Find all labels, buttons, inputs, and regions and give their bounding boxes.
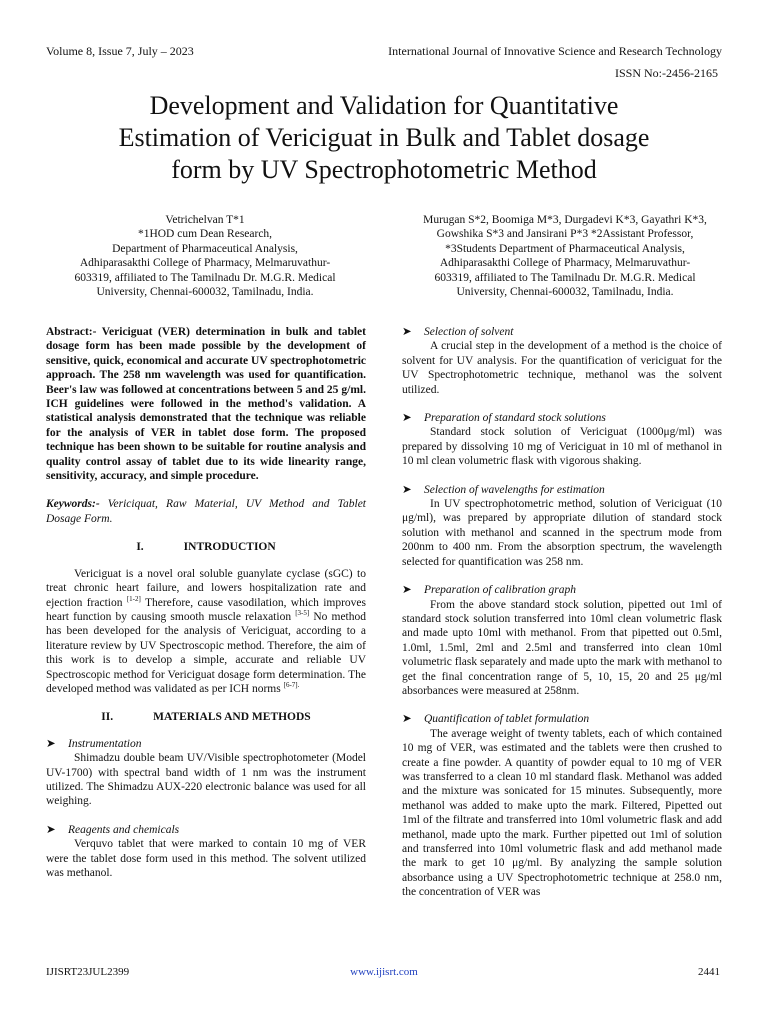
subsection-heading [402,712,722,726]
keywords-text: Vericiquat, Raw Material, UV Method and Tablet Dosage Form. [46,498,366,525]
journal-website-link[interactable]: www.ijisrt.com [350,966,418,978]
subsection-title: Preparation of calibration graph [424,584,576,597]
citation: [6-7]. [283,681,300,690]
bullet-arrow-icon: ➤ [402,713,412,726]
intro-text: Vericiguat is a novel oral soluble guanylate cyclase (sGC) to treat chronic heart failure, and lowers hospitalization rate and ejection fraction [46,567,366,609]
subsection-title: Quantification of tablet formulation [424,713,590,726]
author-affiliation: *1HOD cum Dean Research, [137,228,273,241]
bullet-arrow-icon: ➤ [46,823,56,836]
volume-info: Volume 8, Issue 7, July – 2023 [46,44,194,58]
right-column [402,325,722,900]
subsection-heading [402,411,722,425]
section-number: II. [101,711,114,724]
paragraph: In UV spectrophotometric method, solution of Vericiguat (10 μg/ml), was prepared by appropriate dilution of standard stock solution with methanol and scanned in the spectrum mode from 200nm to 400 nm. From the absorption spectrum, the wavelength selected for quantification was 258 nm. [402,498,722,568]
author-affiliation: Adhiparasakthi College of Pharmacy, Melmaruvathur- [439,257,691,270]
subsection-title: Instrumentation [68,737,142,750]
authors-left [46,213,364,299]
author-affiliation: University, Chennai-600032, Tamilnadu, India. [96,286,314,299]
title-line: Estimation of Vericiguat in Bulk and Tablet dosage [118,123,650,152]
author-affiliation: 603319, affiliated to The Tamilnadu Dr. M.G.R. Medical [74,271,336,284]
issn: ISSN No:-2456-2165 [614,66,718,80]
bullet-arrow-icon: ➤ [402,584,412,597]
intro-paragraph [46,567,366,697]
subsection-heading [402,325,722,339]
subsection-title: Selection of solvent [424,326,514,338]
intro-text: Therefore, cause vasodilation, which improves heart function by causing smooth muscle relaxation [46,596,367,623]
citation: [3-5] [295,609,310,618]
subsection [402,411,722,469]
subsection-title: Selection of wavelengths for estimation [424,483,605,496]
paragraph: From the above standard stock solution, pipetted out 1ml of standard stock solution transferred into 10ml clean volumetric flask and made upto 10ml with methanol. From that pipetted out 0.5ml, 1.0ml, 1.5ml, 2ml and 2.5ml and transferred into clean 10ml volumetric flask separately and made upto the mark with methanol to get the final concentration range of 5, 10, 15, 20 and 25 μg/ml absorbances were measured at 258nm. [402,598,722,697]
paragraph: Shimadzu double beam UV/Visible spectrophotometer (Model UV-1700) with spectral band width of 1 nm was the instrument utilized. The Shimadzu AUX-220 electronic balance was used for all weighing. [46,752,366,808]
section-number: I. [136,541,144,554]
subsection-heading [46,823,366,837]
section-title: INTRODUCTION [183,541,276,554]
subsection-heading [46,737,366,751]
subsection-title: Reagents and chemicals [68,823,180,836]
section-title: MATERIALS AND METHODS [153,711,311,724]
page-number: 2441 [698,966,720,978]
author-affiliation: Department of Pharmaceutical Analysis, [112,242,298,255]
author-affiliation: Adhiparasakthi College of Pharmacy, Melmaruvathur- [79,257,331,270]
intro-text: No method has been developed for the analysis of Vericiguat, according to a literature review by UV Spectroscopic method. Therefore, the aim of this work is to develop a simple, accurate and reliable UV Spectroscopic method for Vericiguat dosage form determination. The developed method was validated as per ICH norms [46,610,366,695]
subsection [402,483,722,569]
author-names: Murugan S*2, Boomiga M*3, Durgadevi K*3, Gayathri K*3, [423,214,707,226]
author-affiliation: University, Chennai-600032, Tamilnadu, India. [456,286,674,299]
bullet-arrow-icon: ➤ [402,326,412,338]
subsection-title: Preparation of standard stock solutions [424,412,606,425]
section-heading [46,710,366,724]
author-affiliation: 603319, affiliated to The Tamilnadu Dr. M.G.R. Medical [434,271,696,284]
subsection-heading [402,583,722,597]
author-name: Vetrichelvan T*1 [165,214,245,226]
journal-name: International Journal of Innovative Science and Research Technology [388,44,722,58]
title-line: form by UV Spectrophotometric Method [171,155,597,184]
abstract: Abstract:- Vericiguat (VER) determination in bulk and tablet dosage form has been made possible by the development of sensitive, quick, economical and accurate UV spectrophotometric approach. The 258 nm wavelength was used for quantification. Beer's law was followed at concentrations between 5 and 25 g/ml. ICH guidelines were followed in the method's validation. A statistical analysis demonstrated that the technique was reliable for the analysis of VER in tablet dose form. The proposed technique has been shown to be suitable for routine analysis and quality control assay of tablet due to its wide linearity range, sensitivity, accuracy, and simple procedure. [46,326,366,483]
section-heading [46,540,366,554]
subsection-heading [402,483,722,497]
paper-title [40,90,728,186]
author-names: Gowshika S*3 and Jansirani P*3 *2Assistant Professor, [436,228,694,241]
left-column [46,325,366,880]
paragraph: A crucial step in the development of a method is the choice of solvent for UV analysis. For the quantification of vericiguat for the UV Spectrophotometric technique, methanol was the solvent utilized. [402,340,722,396]
citation: [1-2] [126,594,141,603]
bullet-arrow-icon: ➤ [402,483,412,496]
keywords-label: Keywords:- [46,498,100,511]
subsection [402,712,722,899]
authors-right [398,213,732,299]
subsection [402,325,722,397]
author-affiliation: *3Students Department of Pharmaceutical Analysis, [445,242,685,255]
bullet-arrow-icon: ➤ [402,412,412,425]
title-line: Development and Validation for Quantitative [149,91,619,120]
article-id: IJISRT23JUL2399 [46,966,130,978]
keywords [46,497,366,526]
subsection [402,583,722,698]
paragraph: Standard stock solution of Vericiguat (1000μg/ml) was prepared by dissolving 10 mg of Vericiguat in 10 ml of methanol in 10 ml clean volumetric flask with vigorous shaking. [402,426,722,468]
bullet-arrow-icon: ➤ [46,737,56,750]
paragraph: The average weight of twenty tablets, each of which contained 10 mg of VER, was estimated and the tablets were then crushed to create a fine powder. A quantity of powder equal to 10 mg of VER was transferred to a clean 10 ml standard flask. Methanol was added and the mixture was sonicated for 15 minutes. Subsequently, more methanol was added to make upto the mark. Filtered, Pipetted out 1ml of the filtrate and transferred into 10ml volumetric flask and add methanol, made upto the mark. Further pipetted out 1ml of solution and transferred into 10ml volumetric flask and add methanol made the mark to get 10 μg/ml. By analyzing the sample solution absorbance using a UV Spectrophotometric technique at 258.0 nm, the concentration of VER was [402,727,722,899]
paragraph: Verquvo tablet that were marked to contain 10 mg of VER were the tablet dose form used in this method. The solvent utilized was methanol. [46,838,366,879]
